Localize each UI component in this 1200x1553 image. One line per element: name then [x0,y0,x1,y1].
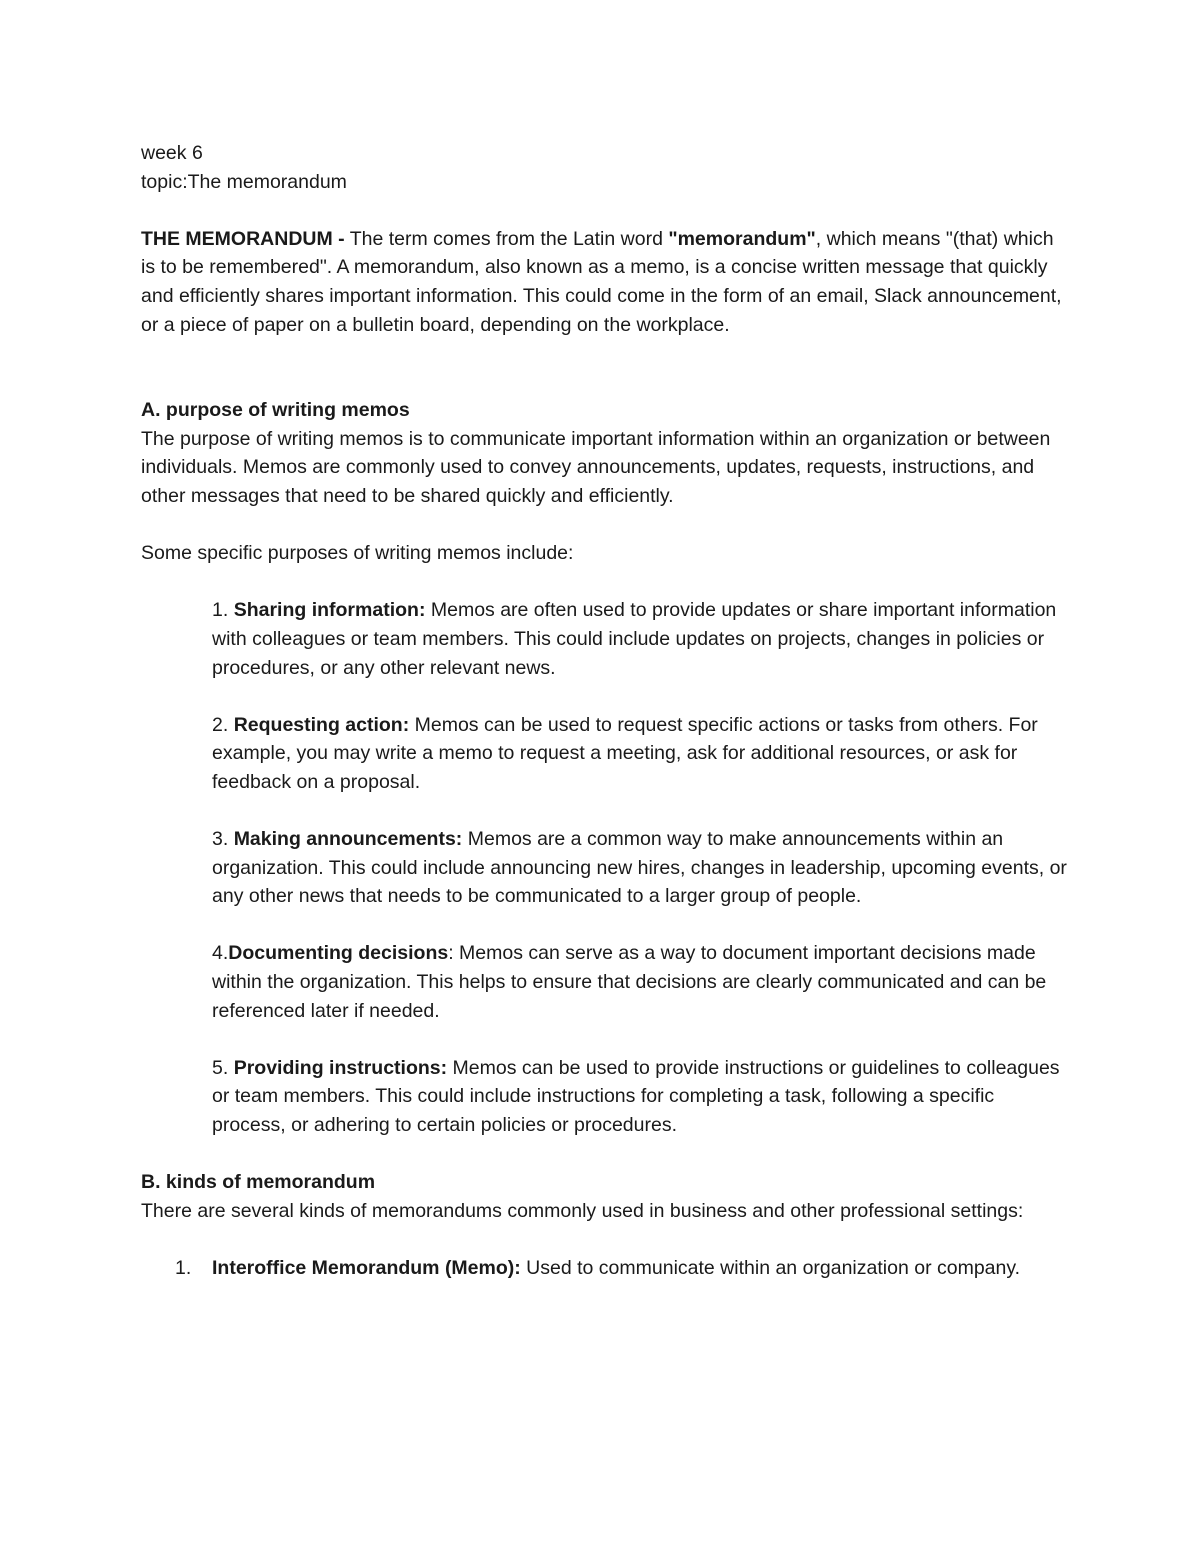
list-item-title: Providing instructions: [233,1056,448,1079]
intro-text-1: The term comes from the Latin word [344,227,669,250]
list-item-text: Memos are a common way to make announcements within an organization. This could include announcing new hires, changes in leadership, upcoming events, or any other news that needs to be communicated to a larger group of people. [212,828,1067,908]
intro-text-2: , which means "(that) which is to be remembered". A memorandum, also known as a memo, is a concise written message that quickly and efficiently shares important information. This could come in the form of an email, Slack announcement, or a piece of paper on a bulletin board, depending on the workplace. [141,227,1062,336]
list-item-text: Memos can be used to request specific actions or tasks from others. For example, you may write a memo to request a meeting, ask for additional resources, or ask for feedback on a proposal. [212,713,1038,793]
list-item-title: Requesting action: [233,713,410,736]
list-item-text: Memos are often used to provide updates or share important information with colleagues or team members. This could include updates on projects, changes in policies or procedures, or any other relevant news. [212,599,1057,679]
purposes-list [212,596,1072,1139]
intro-term: THE MEMORANDUM - [141,227,345,250]
list-item-title: Interoffice Memorandum (Memo): [212,1256,521,1279]
list-item [212,825,1072,911]
kinds-list-item [175,1254,1071,1283]
list-item-title: Making announcements: [233,828,463,851]
list-item-text: Memos can be used to provide instructions or guidelines to colleagues or team members. This could include instructions for completing a task, following a specific process, or adhering to certain policies or procedures. [212,1056,1060,1136]
intro-paragraph [141,225,1071,339]
list-item-text: Memos can serve as a way to document important decisions made within the organization. This helps to ensure that decisions are clearly communicated and can be referenced later if needed. [212,942,1047,1022]
list-item-title: Sharing information: [233,599,426,622]
section-a-heading: A. purpose of writing memos [141,399,410,422]
section-b-heading: B. kinds of memorandum [141,1171,376,1194]
list-item-number: 1. [212,599,234,622]
list-item-number: 4. [212,942,229,965]
list-item-text: Used to communicate within an organization or company. [520,1256,1021,1279]
list-item-number: 2. [212,713,234,736]
list-item-number: 1. [175,1256,192,1279]
list-item: 4.Documenting decisions: Memos can serve as a way to document important decisions made within the organization. This helps to ensure that decisions are clearly communicated and can be referenced later if needed. [212,942,1047,1022]
list-item-title: Documenting decisions [228,942,449,965]
document-body [141,139,1071,1283]
section-b-paragraph: There are several kinds of memorandums commonly used in business and other professional settings: [141,1199,1024,1222]
week-line: week 6 [141,142,203,164]
list-item-number: 3. [212,828,234,851]
intro-latin-word: "memorandum" [668,227,816,250]
list-item [212,711,1072,797]
list-item [212,1054,1072,1140]
list-item [212,596,1072,682]
section-a-paragraph: The purpose of writing memos is to communicate important information within an organization or between individuals. Memos are commonly used to convey announcements, updates, requests, instructions, and other messages that need to be shared quickly and efficiently. [141,427,1051,507]
list-item-number: 5. [212,1056,234,1079]
section-a-lead: Some specific purposes of writing memos include: [141,542,574,565]
topic-line: topic:The memorandum [141,170,347,193]
